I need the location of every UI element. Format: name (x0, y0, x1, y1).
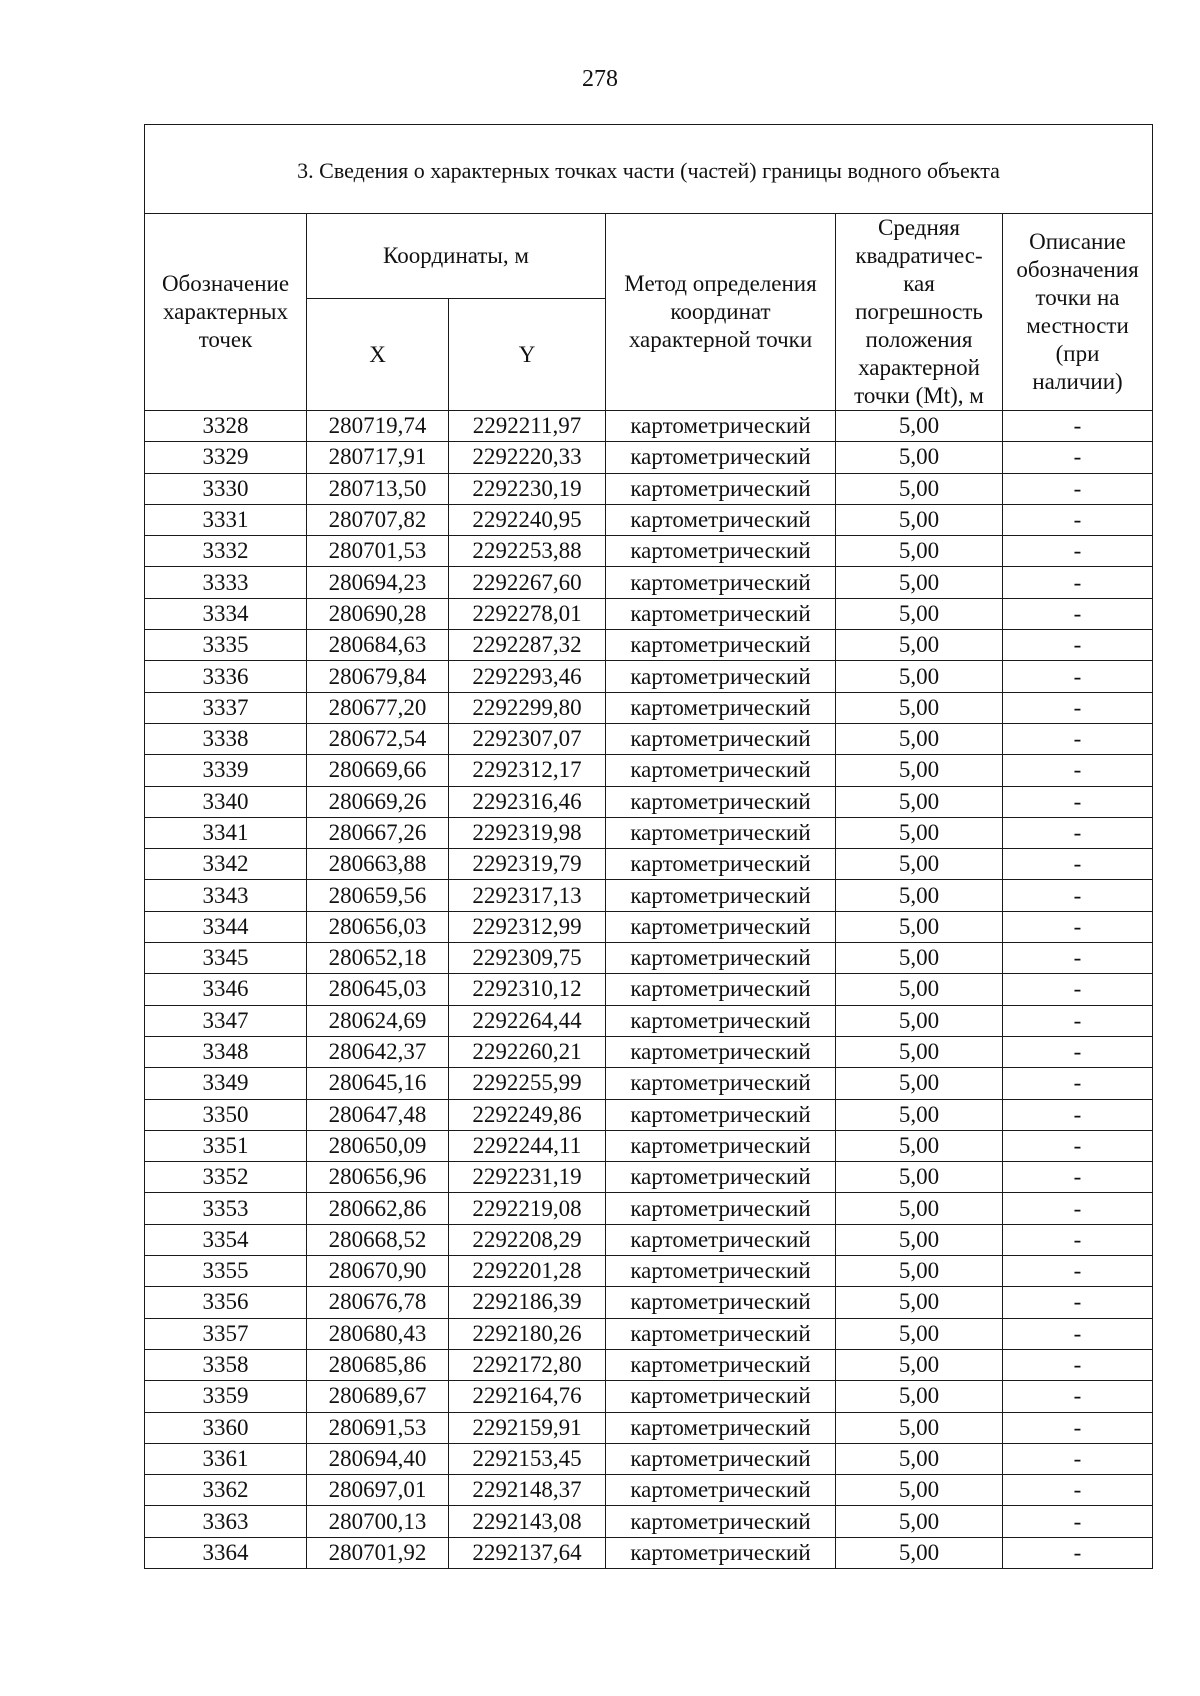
cell-error: 5,00 (836, 1130, 1003, 1161)
cell-x: 280662,86 (307, 1193, 449, 1224)
cell-method: картометрический (606, 1412, 836, 1443)
table-row (145, 1287, 1153, 1318)
header-error-line: точки (Mt), м (854, 383, 984, 408)
cell-point: 3328 (145, 411, 307, 442)
table-row (145, 1443, 1153, 1474)
table-row (145, 1318, 1153, 1349)
cell-method: картометрический (606, 661, 836, 692)
header-description-line: (при (1055, 341, 1100, 366)
cell-error: 5,00 (836, 567, 1003, 598)
cell-description: - (1003, 1068, 1153, 1099)
cell-error: 5,00 (836, 755, 1003, 786)
cell-description: - (1003, 1506, 1153, 1537)
cell-description: - (1003, 1381, 1153, 1412)
cell-point: 3362 (145, 1475, 307, 1506)
cell-error: 5,00 (836, 849, 1003, 880)
cell-error: 5,00 (836, 1443, 1003, 1474)
header-error-line: характерной (858, 355, 980, 380)
cell-point: 3346 (145, 974, 307, 1005)
cell-description: - (1003, 630, 1153, 661)
cell-description: - (1003, 1193, 1153, 1224)
cell-error: 5,00 (836, 1005, 1003, 1036)
table-row (145, 1412, 1153, 1443)
cell-method: картометрический (606, 723, 836, 754)
cell-error: 5,00 (836, 598, 1003, 629)
cell-description: - (1003, 692, 1153, 723)
cell-description: - (1003, 880, 1153, 911)
cell-error: 5,00 (836, 1193, 1003, 1224)
cell-y: 2292293,46 (449, 661, 606, 692)
cell-method: картометрический (606, 1381, 836, 1412)
cell-description: - (1003, 1224, 1153, 1255)
cell-error: 5,00 (836, 504, 1003, 535)
cell-point: 3343 (145, 880, 307, 911)
cell-x: 280701,53 (307, 536, 449, 567)
cell-y: 2292319,98 (449, 817, 606, 848)
cell-y: 2292148,37 (449, 1475, 606, 1506)
cell-point: 3360 (145, 1412, 307, 1443)
cell-method: картометрический (606, 1224, 836, 1255)
cell-error: 5,00 (836, 880, 1003, 911)
cell-y: 2292201,28 (449, 1256, 606, 1287)
table-row (145, 536, 1153, 567)
cell-y: 2292316,46 (449, 786, 606, 817)
cell-method: картометрический (606, 1099, 836, 1130)
cell-point: 3338 (145, 723, 307, 754)
cell-x: 280697,01 (307, 1475, 449, 1506)
cell-x: 280670,90 (307, 1256, 449, 1287)
cell-description: - (1003, 943, 1153, 974)
cell-y: 2292231,19 (449, 1162, 606, 1193)
cell-point: 3352 (145, 1162, 307, 1193)
cell-x: 280645,16 (307, 1068, 449, 1099)
header-error-line: положения (865, 327, 973, 352)
table-row (145, 974, 1153, 1005)
cell-x: 280700,13 (307, 1506, 449, 1537)
cell-method: картометрический (606, 786, 836, 817)
cell-description: - (1003, 1475, 1153, 1506)
cell-description: - (1003, 1099, 1153, 1130)
cell-point: 3358 (145, 1349, 307, 1380)
cell-y: 2292310,12 (449, 974, 606, 1005)
header-coordinates: Координаты, м (307, 214, 606, 299)
cell-description: - (1003, 817, 1153, 848)
header-description-line: наличии) (1032, 369, 1123, 394)
cell-y: 2292211,97 (449, 411, 606, 442)
cell-x: 280669,26 (307, 786, 449, 817)
cell-description: - (1003, 473, 1153, 504)
table-row (145, 1068, 1153, 1099)
cell-point: 3336 (145, 661, 307, 692)
cell-x: 280668,52 (307, 1224, 449, 1255)
cell-point: 3331 (145, 504, 307, 535)
cell-method: картометрический (606, 1506, 836, 1537)
cell-description: - (1003, 849, 1153, 880)
cell-description: - (1003, 411, 1153, 442)
cell-point: 3333 (145, 567, 307, 598)
table-row (145, 1475, 1153, 1506)
cell-point: 3342 (145, 849, 307, 880)
cell-point: 3337 (145, 692, 307, 723)
cell-point: 3356 (145, 1287, 307, 1318)
cell-method: картометрический (606, 1036, 836, 1067)
table-row (145, 504, 1153, 535)
cell-error: 5,00 (836, 1256, 1003, 1287)
table-row (145, 755, 1153, 786)
cell-y: 2292143,08 (449, 1506, 606, 1537)
cell-point: 3335 (145, 630, 307, 661)
cell-point: 3353 (145, 1193, 307, 1224)
header-description-line: местности (1026, 313, 1129, 338)
cell-method: картометрический (606, 1475, 836, 1506)
cell-y: 2292240,95 (449, 504, 606, 535)
cell-description: - (1003, 974, 1153, 1005)
cell-description: - (1003, 504, 1153, 535)
cell-y: 2292230,19 (449, 473, 606, 504)
cell-method: картометрический (606, 755, 836, 786)
header-y: Y (449, 299, 606, 411)
cell-error: 5,00 (836, 786, 1003, 817)
cell-x: 280684,63 (307, 630, 449, 661)
table-row (145, 1349, 1153, 1380)
cell-y: 2292255,99 (449, 1068, 606, 1099)
cell-error: 5,00 (836, 1412, 1003, 1443)
header-designation-line: Обозначение (161, 271, 290, 296)
cell-y: 2292317,13 (449, 880, 606, 911)
cell-x: 280672,54 (307, 723, 449, 754)
cell-method: картометрический (606, 567, 836, 598)
cell-method: картометрический (606, 1287, 836, 1318)
header-designation (145, 214, 307, 411)
cell-method: картометрический (606, 849, 836, 880)
cell-description: - (1003, 1005, 1153, 1036)
cell-y: 2292220,33 (449, 442, 606, 473)
header-designation-line: характерных (162, 299, 288, 324)
cell-x: 280690,28 (307, 598, 449, 629)
cell-x: 280677,20 (307, 692, 449, 723)
cell-method: картометрический (606, 598, 836, 629)
cell-y: 2292208,29 (449, 1224, 606, 1255)
cell-x: 280694,23 (307, 567, 449, 598)
cell-point: 3350 (145, 1099, 307, 1130)
cell-x: 280701,92 (307, 1537, 449, 1568)
cell-error: 5,00 (836, 1287, 1003, 1318)
cell-x: 280717,91 (307, 442, 449, 473)
cell-y: 2292312,99 (449, 911, 606, 942)
cell-method: картометрический (606, 630, 836, 661)
cell-method: картометрический (606, 1349, 836, 1380)
cell-method: картометрический (606, 1443, 836, 1474)
cell-method: картометрический (606, 1256, 836, 1287)
header-method (606, 214, 836, 411)
cell-point: 3355 (145, 1256, 307, 1287)
cell-error: 5,00 (836, 411, 1003, 442)
cell-error: 5,00 (836, 974, 1003, 1005)
cell-point: 3341 (145, 817, 307, 848)
cell-y: 2292319,79 (449, 849, 606, 880)
table-row (145, 1036, 1153, 1067)
cell-point: 3351 (145, 1130, 307, 1161)
cell-y: 2292278,01 (449, 598, 606, 629)
cell-method: картометрический (606, 1068, 836, 1099)
table-row (145, 911, 1153, 942)
header-method-line: координат (670, 299, 771, 324)
cell-y: 2292260,21 (449, 1036, 606, 1067)
cell-error: 5,00 (836, 911, 1003, 942)
cell-error: 5,00 (836, 442, 1003, 473)
header-error (836, 214, 1003, 411)
cell-y: 2292137,64 (449, 1537, 606, 1568)
cell-error: 5,00 (836, 1381, 1003, 1412)
boundary-points-table (144, 124, 1153, 1569)
table-row (145, 1537, 1153, 1568)
cell-x: 280642,37 (307, 1036, 449, 1067)
cell-description: - (1003, 1130, 1153, 1161)
header-error-line: квадратичес- (855, 243, 983, 268)
cell-y: 2292164,76 (449, 1381, 606, 1412)
table-row (145, 692, 1153, 723)
table-row (145, 1099, 1153, 1130)
cell-method: картометрический (606, 411, 836, 442)
cell-point: 3330 (145, 473, 307, 504)
header-error-line: Средняя (878, 215, 960, 240)
cell-method: картометрический (606, 504, 836, 535)
cell-y: 2292267,60 (449, 567, 606, 598)
cell-description: - (1003, 1537, 1153, 1568)
cell-description: - (1003, 911, 1153, 942)
cell-error: 5,00 (836, 1475, 1003, 1506)
cell-error: 5,00 (836, 943, 1003, 974)
cell-point: 3340 (145, 786, 307, 817)
cell-x: 280713,50 (307, 473, 449, 504)
header-method-line: характерной точки (628, 327, 813, 352)
cell-method: картометрический (606, 692, 836, 723)
table-row (145, 567, 1153, 598)
cell-description: - (1003, 786, 1153, 817)
cell-description: - (1003, 567, 1153, 598)
cell-method: картометрический (606, 473, 836, 504)
cell-y: 2292153,45 (449, 1443, 606, 1474)
cell-description: - (1003, 598, 1153, 629)
cell-point: 3334 (145, 598, 307, 629)
table-row (145, 1381, 1153, 1412)
cell-y: 2292159,91 (449, 1412, 606, 1443)
cell-x: 280691,53 (307, 1412, 449, 1443)
cell-x: 280652,18 (307, 943, 449, 974)
table-row (145, 817, 1153, 848)
cell-method: картометрический (606, 943, 836, 974)
cell-error: 5,00 (836, 1068, 1003, 1099)
table-row (145, 849, 1153, 880)
table-body (145, 411, 1153, 1569)
cell-point: 3339 (145, 755, 307, 786)
cell-method: картометрический (606, 1318, 836, 1349)
cell-y: 2292309,75 (449, 943, 606, 974)
table-row (145, 1256, 1153, 1287)
cell-method: картометрический (606, 1537, 836, 1568)
table-row (145, 661, 1153, 692)
cell-y: 2292172,80 (449, 1349, 606, 1380)
cell-x: 280676,78 (307, 1287, 449, 1318)
header-error-line: кая (903, 271, 935, 296)
header-description-line: Описание (1029, 229, 1126, 254)
table-title: 3. Сведения о характерных точках части (частей) границы водного объекта (145, 125, 1153, 214)
cell-x: 280679,84 (307, 661, 449, 692)
cell-description: - (1003, 442, 1153, 473)
cell-description: - (1003, 755, 1153, 786)
cell-y: 2292180,26 (449, 1318, 606, 1349)
cell-x: 280656,96 (307, 1162, 449, 1193)
cell-method: картометрический (606, 536, 836, 567)
cell-method: картометрический (606, 1193, 836, 1224)
cell-x: 280694,40 (307, 1443, 449, 1474)
cell-x: 280719,74 (307, 411, 449, 442)
cell-error: 5,00 (836, 536, 1003, 567)
cell-x: 280707,82 (307, 504, 449, 535)
cell-method: картометрический (606, 1162, 836, 1193)
cell-point: 3345 (145, 943, 307, 974)
cell-error: 5,00 (836, 473, 1003, 504)
header-method-line: Метод определения (624, 271, 817, 296)
table-row (145, 943, 1153, 974)
cell-y: 2292244,11 (449, 1130, 606, 1161)
cell-method: картометрический (606, 974, 836, 1005)
cell-x: 280647,48 (307, 1099, 449, 1130)
cell-x: 280663,88 (307, 849, 449, 880)
cell-x: 280689,67 (307, 1381, 449, 1412)
table-row (145, 1130, 1153, 1161)
cell-method: картометрический (606, 817, 836, 848)
cell-point: 3332 (145, 536, 307, 567)
cell-x: 280669,66 (307, 755, 449, 786)
cell-point: 3349 (145, 1068, 307, 1099)
header-description-line: обозначения (1016, 257, 1139, 282)
table-row (145, 723, 1153, 754)
cell-point: 3364 (145, 1537, 307, 1568)
cell-method: картометрический (606, 442, 836, 473)
cell-method: картометрический (606, 880, 836, 911)
header-designation-line: точек (198, 327, 253, 352)
cell-point: 3344 (145, 911, 307, 942)
cell-error: 5,00 (836, 1537, 1003, 1568)
cell-x: 280680,43 (307, 1318, 449, 1349)
cell-point: 3357 (145, 1318, 307, 1349)
cell-description: - (1003, 1256, 1153, 1287)
cell-x: 280685,86 (307, 1349, 449, 1380)
table-row (145, 786, 1153, 817)
cell-description: - (1003, 1162, 1153, 1193)
table-row (145, 630, 1153, 661)
cell-y: 2292253,88 (449, 536, 606, 567)
header-description (1003, 214, 1153, 411)
table-row (145, 411, 1153, 442)
cell-description: - (1003, 1412, 1153, 1443)
table-row (145, 1193, 1153, 1224)
cell-point: 3348 (145, 1036, 307, 1067)
cell-description: - (1003, 536, 1153, 567)
cell-x: 280656,03 (307, 911, 449, 942)
cell-error: 5,00 (836, 1099, 1003, 1130)
header-x: X (307, 299, 449, 411)
cell-error: 5,00 (836, 1318, 1003, 1349)
cell-point: 3354 (145, 1224, 307, 1255)
cell-x: 280624,69 (307, 1005, 449, 1036)
table-row (145, 1005, 1153, 1036)
table-row (145, 880, 1153, 911)
cell-x: 280667,26 (307, 817, 449, 848)
cell-error: 5,00 (836, 817, 1003, 848)
cell-y: 2292264,44 (449, 1005, 606, 1036)
cell-method: картометрический (606, 911, 836, 942)
cell-error: 5,00 (836, 1224, 1003, 1255)
cell-point: 3347 (145, 1005, 307, 1036)
cell-description: - (1003, 661, 1153, 692)
cell-y: 2292249,86 (449, 1099, 606, 1130)
header-description-line: точки на (1035, 285, 1120, 310)
cell-y: 2292186,39 (449, 1287, 606, 1318)
cell-point: 3361 (145, 1443, 307, 1474)
page-number: 278 (582, 66, 618, 92)
cell-error: 5,00 (836, 1506, 1003, 1537)
cell-description: - (1003, 1349, 1153, 1380)
cell-point: 3363 (145, 1506, 307, 1537)
cell-description: - (1003, 1287, 1153, 1318)
table-row (145, 1162, 1153, 1193)
cell-description: - (1003, 1318, 1153, 1349)
cell-error: 5,00 (836, 630, 1003, 661)
cell-error: 5,00 (836, 661, 1003, 692)
cell-y: 2292219,08 (449, 1193, 606, 1224)
table-row (145, 598, 1153, 629)
cell-error: 5,00 (836, 723, 1003, 754)
cell-error: 5,00 (836, 1036, 1003, 1067)
table-row (145, 1506, 1153, 1537)
cell-error: 5,00 (836, 692, 1003, 723)
cell-point: 3329 (145, 442, 307, 473)
cell-method: картометрический (606, 1005, 836, 1036)
cell-method: картометрический (606, 1130, 836, 1161)
cell-y: 2292312,17 (449, 755, 606, 786)
cell-error: 5,00 (836, 1162, 1003, 1193)
cell-error: 5,00 (836, 1349, 1003, 1380)
table-row (145, 1224, 1153, 1255)
cell-description: - (1003, 1036, 1153, 1067)
table-row (145, 473, 1153, 504)
cell-point: 3359 (145, 1381, 307, 1412)
header-error-line: погрешность (855, 299, 983, 324)
cell-y: 2292287,32 (449, 630, 606, 661)
cell-y: 2292299,80 (449, 692, 606, 723)
cell-description: - (1003, 723, 1153, 754)
cell-x: 280650,09 (307, 1130, 449, 1161)
table-row (145, 442, 1153, 473)
cell-x: 280645,03 (307, 974, 449, 1005)
cell-description: - (1003, 1443, 1153, 1474)
cell-y: 2292307,07 (449, 723, 606, 754)
cell-x: 280659,56 (307, 880, 449, 911)
